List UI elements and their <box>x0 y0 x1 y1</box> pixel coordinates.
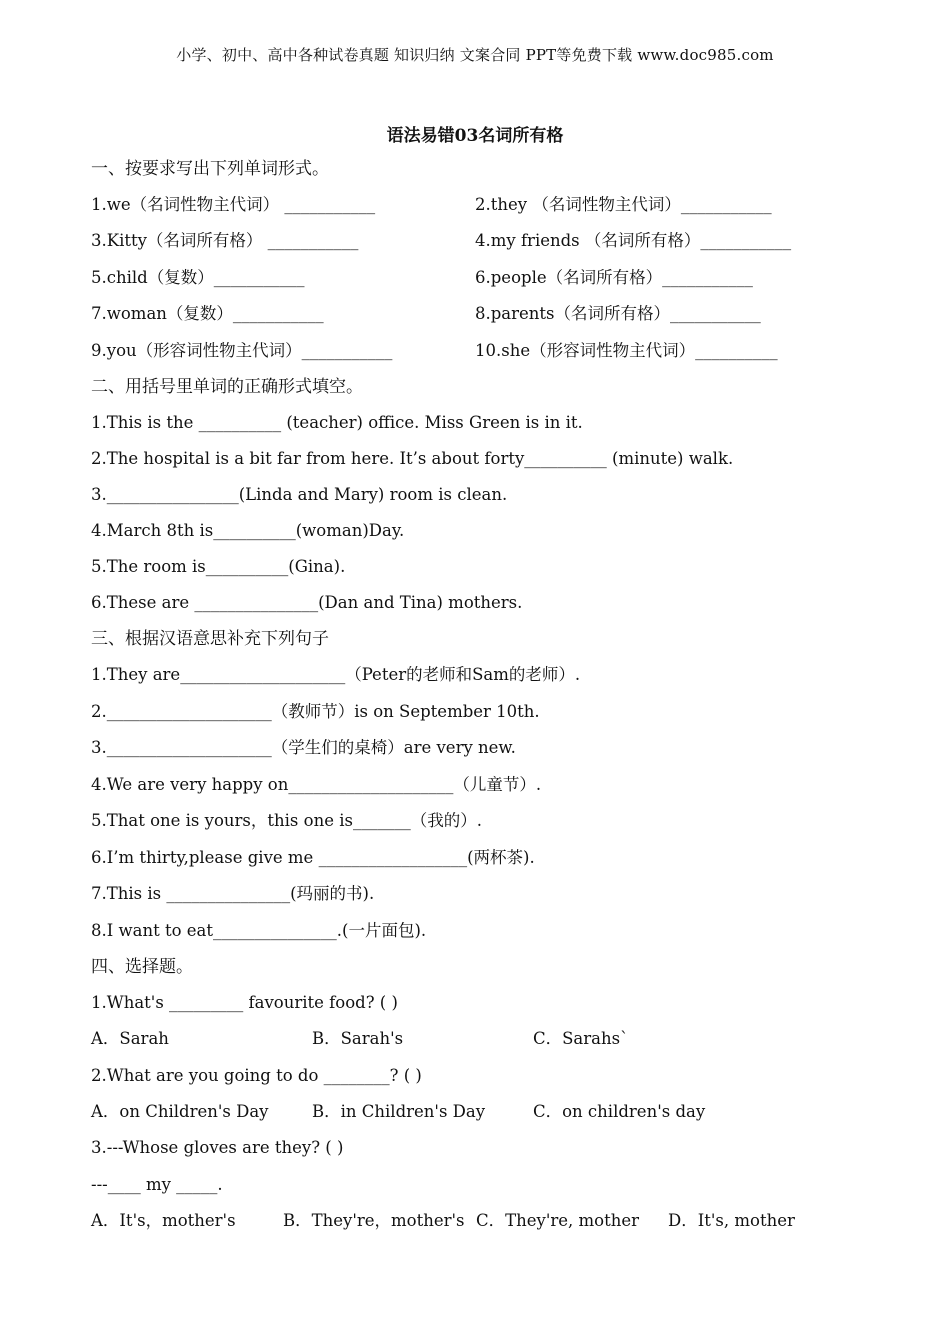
section1-heading: 一、按要求写出下列单词形式。 <box>91 159 329 179</box>
section4-heading: 四、选择题。 <box>91 957 193 977</box>
page-title: 语法易错03名词所有格 <box>386 126 564 146</box>
q3-option-b: B．They're，mother's <box>283 1211 465 1230</box>
s2-item-4: 4.March 8th is__________(woman)Day. <box>91 521 405 540</box>
s1-item-4: 4.my friends （名词所有格）___________ <box>475 231 792 250</box>
s3-item-4: 4.We are very happy on____________________（儿童节）. <box>91 775 542 794</box>
q2-stem: 2.What are you going to do ________? ( ) <box>91 1066 422 1085</box>
s1-item-9: 9.you（形容词性物主代词）___________ <box>91 341 393 360</box>
page-header: 小学、初中、高中各种试卷真题 知识归纳 文案合同 PPT等免费下载 www.doc985.com <box>176 46 774 64</box>
s1-item-3: 3.Kitty（名词所有格） ___________ <box>91 231 359 250</box>
q1-stem: 1.What's _________ favourite food? ( ) <box>91 993 398 1012</box>
s3-item-5: 5.That one is yours，this one is_______（我的）. <box>91 811 482 830</box>
s3-item-1: 1.They are____________________（Peter的老师和Sam的老师）. <box>91 665 581 684</box>
s1-item-8: 8.parents（名词所有格）___________ <box>475 304 761 323</box>
s3-item-7: 7.This is _______________(玛丽的书). <box>91 884 375 903</box>
q3-option-d: D．It's, mother <box>668 1211 795 1230</box>
s1-item-1: 1.we（名词性物主代词） ___________ <box>91 195 376 214</box>
s2-item-5: 5.The room is__________(Gina). <box>91 557 346 576</box>
q3-option-a: A．It's，mother's <box>91 1211 236 1230</box>
q1-option-b: B．Sarah's <box>312 1029 404 1048</box>
section3-heading: 三、根据汉语意思补充下列句子 <box>91 629 329 649</box>
q2-option-a: A．on Children's Day <box>91 1102 269 1121</box>
q2-option-b: B．in Children's Day <box>312 1102 486 1121</box>
s1-item-10: 10.she（形容词性物主代词）__________ <box>475 341 778 360</box>
q3-option-c: C．They're, mother <box>476 1211 640 1230</box>
q2-option-c: C．on children's day <box>533 1102 706 1121</box>
q3-stem-answer: ---____ my _____. <box>91 1175 223 1194</box>
s3-item-8: 8.I want to eat_______________.(一片面包). <box>91 921 427 940</box>
s2-item-1: 1.This is the __________ (teacher) office. Miss Green is in it. <box>91 413 583 432</box>
s3-item-6: 6.I’m thirty,please give me __________________(两杯茶). <box>91 848 535 867</box>
s1-item-6: 6.people（名词所有格）___________ <box>475 268 753 287</box>
s2-item-2: 2.The hospital is a bit far from here. It’s about forty__________ (minute) walk. <box>91 449 734 468</box>
q1-option-a: A．Sarah <box>91 1029 169 1048</box>
s3-item-2: 2.____________________（教师节）is on September 10th. <box>91 702 540 721</box>
q3-stem: 3.---Whose gloves are they? ( ) <box>91 1138 344 1157</box>
section2-heading: 二、用括号里单词的正确形式填空。 <box>91 377 363 397</box>
s1-item-2: 2.they （名词性物主代词）___________ <box>475 195 772 214</box>
s2-item-6: 6.These are _______________(Dan and Tina) mothers. <box>91 593 523 612</box>
s3-item-3: 3.____________________（学生们的桌椅）are very new. <box>91 738 516 757</box>
s1-item-5: 5.child（复数）___________ <box>91 268 305 287</box>
q1-option-c: C．Sarahs` <box>533 1029 629 1048</box>
s2-item-3: 3.________________(Linda and Mary) room is clean. <box>91 485 508 504</box>
s1-item-7: 7.woman（复数）___________ <box>91 304 324 323</box>
